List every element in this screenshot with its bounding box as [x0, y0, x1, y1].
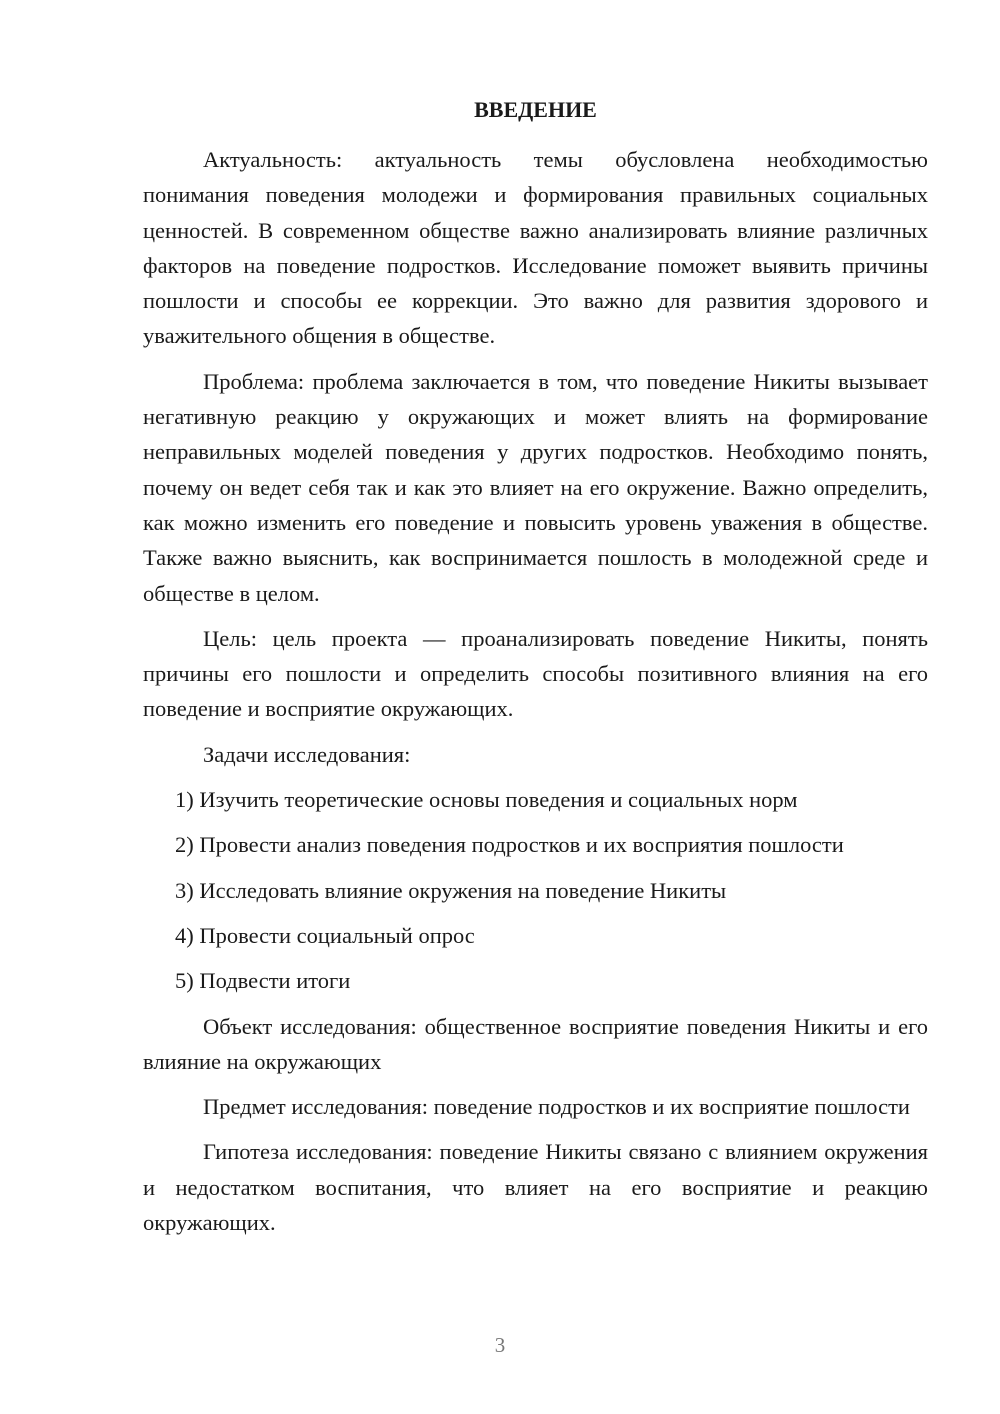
task-item: 3) Исследовать влияние окружения на поведение Никиты [175, 877, 727, 903]
goal-paragraph: Цель: цель проекта — проанализировать поведение Никиты, понять причины его пошлости и определить способы позитивного влияния на его поведение и восприятие окружающих. [143, 625, 928, 722]
relevance-paragraph: Актуальность: актуальность темы обусловлена необходимостью понимания поведения молодежи и формирования правильных социальных ценностей. В современном обществе важно анализировать влияние различных факторов на поведение подростков. Исследование поможет выявить причины пошлости и способы ее коррекции. Это важно для развития здорового и уважительного общения в обществе. [143, 147, 928, 349]
task-item: 5) Подвести итоги [175, 968, 351, 994]
page-number: 3 [494, 1333, 506, 1357]
tasks-heading: Задачи исследования: [203, 741, 411, 767]
task-item: 4) Провести социальный опрос [175, 922, 475, 948]
object-paragraph: Объект исследования: общественное восприятие поведения Никиты и его влияние на окружающих [143, 1013, 928, 1074]
page-title: ВВЕДЕНИЕ [474, 97, 597, 122]
tasks-list [143, 782, 928, 998]
problem-paragraph: Проблема: проблема заключается в том, что поведение Никиты вызывает негативную реакцию у окружающих и может влиять на формирование неправильных моделей поведения у других подростков. Необходимо понять, почему он ведет себя так и как это влияет на его окружение. Важно определить, как можно изменить его поведение и повысить уровень уважения в обществе. Также важно выяснить, как воспринимается пошлость в молодежной среде и обществе в целом. [143, 368, 928, 606]
subject-paragraph: Предмет исследования: поведение подростков и их восприятие пошлости [203, 1094, 910, 1120]
task-item: 1) Изучить теоретические основы поведения и социальных норм [175, 787, 798, 813]
task-item: 2) Провести анализ поведения подростков и их восприятия пошлости [175, 832, 844, 858]
document-page [143, 95, 928, 1250]
hypothesis-paragraph: Гипотеза исследования: поведение Никиты связано с влиянием окружения и недостатком воспитания, что влияет на его восприятие и реакцию окружающих. [143, 1139, 928, 1236]
